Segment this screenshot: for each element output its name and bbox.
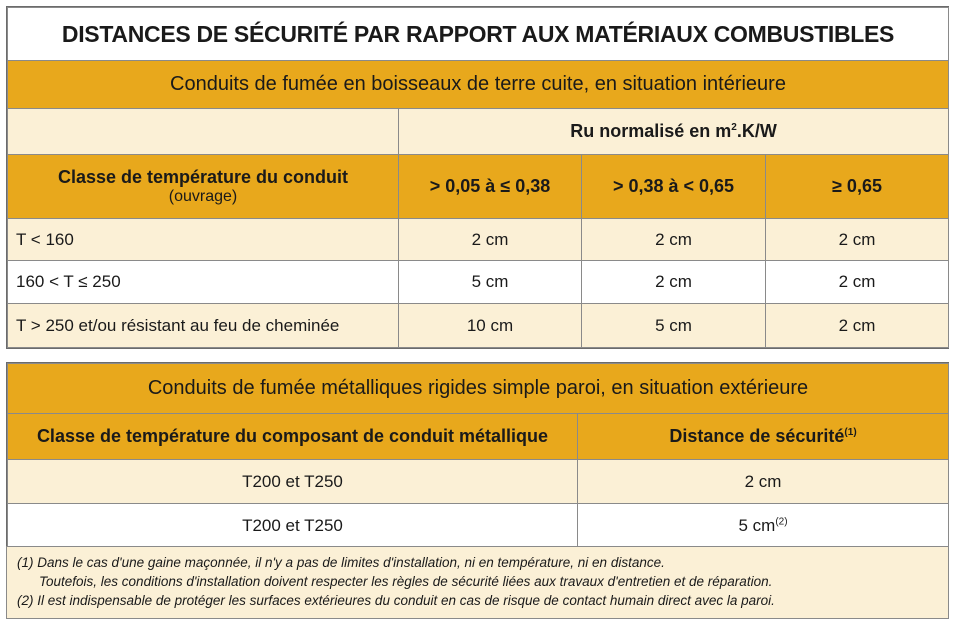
- table-metallique: [6, 362, 949, 549]
- ru-label-suffix: .K/W: [736, 121, 777, 141]
- section1-subtitle: Conduits de fumée en boisseaux de terre cuite, en situation intérieure: [8, 61, 949, 109]
- row-label: 160 < T ≤ 250: [8, 261, 399, 304]
- row-label: T200 et T250: [8, 504, 578, 548]
- row-label: T > 250 et/ou résistant au feu de cheminée: [8, 304, 399, 348]
- col-header-class: [8, 155, 399, 219]
- note-1-line-1: (1) Dans le cas d'une gaine maçonnée, il n'y a pas de limites d'installation, ni en température, ni en distance.: [17, 555, 665, 570]
- row-value: 10 cm: [399, 304, 582, 348]
- row-value: [578, 504, 949, 548]
- page-title: DISTANCES DE SÉCURITÉ PAR RAPPORT AUX MATÉRIAUX COMBUSTIBLES: [8, 8, 949, 61]
- row-value: 2 cm: [399, 219, 582, 261]
- row-value-text: 5 cm: [738, 515, 776, 535]
- col-header-metal-class: Classe de température du composant de conduit métallique: [8, 414, 578, 460]
- table-terre-cuite: [6, 6, 949, 349]
- ru-label: [399, 109, 949, 155]
- section2-subtitle: Conduits de fumée métalliques rigides simple paroi, en situation extérieure: [8, 364, 949, 414]
- col-header-range-3: ≥ 0,65: [766, 155, 949, 219]
- col-header-distance: [578, 414, 949, 460]
- col-header-distance-label: Distance de sécurité: [669, 426, 845, 446]
- safety-distance-table-2: [7, 363, 949, 548]
- col-header-range-1: > 0,05 à ≤ 0,38: [399, 155, 582, 219]
- safety-distance-table-1: [7, 7, 949, 348]
- footnote-ref: (2): [775, 515, 788, 527]
- ru-label-sup: 2: [731, 122, 737, 133]
- row-value: 2 cm: [766, 304, 949, 348]
- row-value: 5 cm: [399, 261, 582, 304]
- note-2: (2) Il est indispensable de protéger les surfaces extérieures du conduit en cas de risque de contact humain direct avec la paroi.: [17, 593, 775, 608]
- row-value: 2 cm: [582, 261, 766, 304]
- col-header-range-2: > 0,38 à < 0,65: [582, 155, 766, 219]
- col-header-main: Classe de température du conduit: [57, 167, 349, 187]
- col-header-sub: (ouvrage): [168, 188, 238, 205]
- row-value: 5 cm: [582, 304, 766, 348]
- empty-cell: [8, 109, 399, 155]
- footnote-ref: (1): [844, 427, 857, 438]
- ru-label-prefix: Ru normalisé en m: [570, 121, 732, 141]
- row-value: 2 cm: [766, 261, 949, 304]
- row-value: 2 cm: [766, 219, 949, 261]
- row-value: 2 cm: [582, 219, 766, 261]
- row-label: T < 160: [8, 219, 399, 261]
- footnotes: [6, 546, 949, 619]
- note-1-line-2: Toutefois, les conditions d'installation doivent respecter les règles de sécurité liées aux travaux d'entretien et de réparation.: [39, 574, 773, 589]
- row-value: 2 cm: [578, 460, 949, 504]
- row-label: T200 et T250: [8, 460, 578, 504]
